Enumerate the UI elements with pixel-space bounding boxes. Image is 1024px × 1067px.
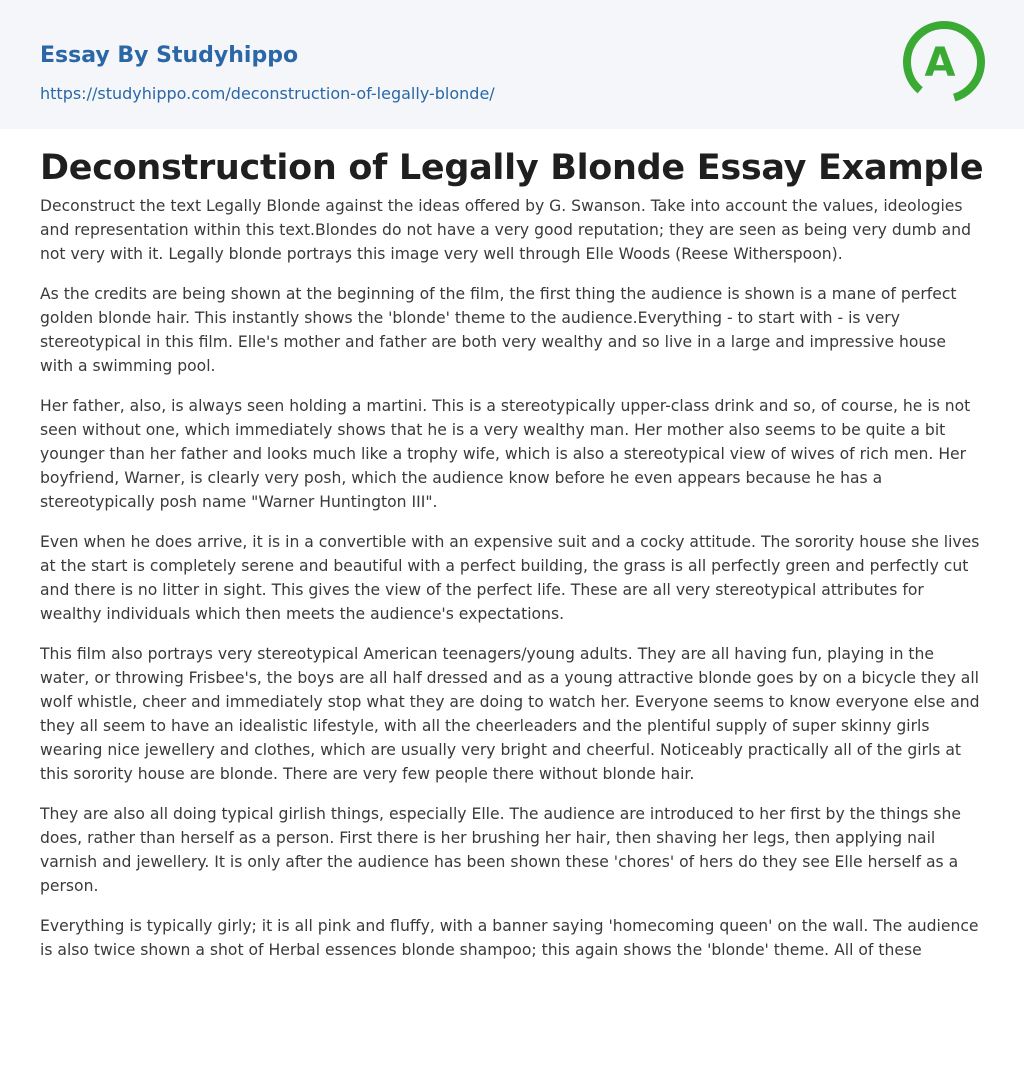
brand-title[interactable]: Essay By Studyhippo bbox=[40, 43, 299, 68]
essay-paragraph: Everything is typically girly; it is all pink and fluffy, with a banner saying 'homecoming queen' on the wall. The audience is also twice shown a shot of Herbal essences blonde shampoo; this again shows the 'blonde' theme. All of these bbox=[40, 917, 979, 959]
studyhippo-logo[interactable] bbox=[898, 18, 986, 106]
page-title: Deconstruction of Legally Blonde Essay Example bbox=[40, 148, 984, 188]
essay-body bbox=[40, 194, 984, 978]
source-url-link[interactable]: https://studyhippo.com/deconstruction-of-legally-blonde/ bbox=[40, 84, 495, 103]
essay-paragraph: As the credits are being shown at the beginning of the film, the first thing the audience is shown is a mane of perfect golden blonde hair. This instantly shows the 'blonde' theme to the audience.Everything - to start with - is very stereotypical in this film. Elle's mother and father are both very wealthy and so live in a large and impressive house with a swimming pool. bbox=[40, 285, 957, 375]
logo-ring-icon bbox=[898, 18, 986, 106]
essay-paragraph: Deconstruct the text Legally Blonde against the ideas offered by G. Swanson. Take into account the values, ideologies and representation within this text.Blondes do not have a very good reputation; they are seen as being very dumb and not very with it. Legally blonde portrays this image very well through Elle Woods (Reese Witherspoon). bbox=[40, 197, 971, 263]
essay-paragraph: This film also portrays very stereotypical American teenagers/young adults. They are all having fun, playing in the water, or throwing Frisbee's, the boys are all half dressed and as a young attractive blonde goes by on a bicycle they all wolf whistle, cheer and immediately stop what they are doing to watch her. Everyone seems to know everyone else and they all seem to have an idealistic lifestyle, with all the cheerleaders and the plentiful supply of super skinny girls wearing nice jewellery and clothes, which are usually very bright and cheerful. Noticeably practically all of the girls at this sorority house are blonde. There are very few people there without blonde hair. bbox=[40, 645, 980, 783]
essay-paragraph: Her father, also, is always seen holding a martini. This is a stereotypically upper-class drink and so, of course, he is not seen without one, which immediately shows that he is a very wealthy man. Her mother also seems to be quite a bit younger than her father and looks much like a trophy wife, which is also a stereotypical view of wives of rich men. Her boyfriend, Warner, is clearly very posh, which the audience know before he even appears because he has a stereotypically posh name "Warner Huntington III". bbox=[40, 397, 971, 511]
essay-paragraph: Even when he does arrive, it is in a convertible with an expensive suit and a cocky attitude. The sorority house she lives at the start is completely serene and beautiful with a perfect building, the grass is all perfectly green and perfectly cut and there is no litter in sight. This gives the view of the perfect life. These are all very stereotypical attributes for wealthy individuals which then meets the audience's expectations. bbox=[40, 533, 980, 623]
logo-letter: A bbox=[924, 40, 956, 86]
page-header bbox=[0, 0, 1024, 129]
essay-paragraph: They are also all doing typical girlish things, especially Elle. The audience are introduced to her first by the things she does, rather than herself as a person. First there is her brushing her hair, then shaving her legs, then applying nail varnish and jewellery. It is only after the audience has been shown these 'chores' of hers do they see Elle herself as a person. bbox=[40, 805, 961, 895]
